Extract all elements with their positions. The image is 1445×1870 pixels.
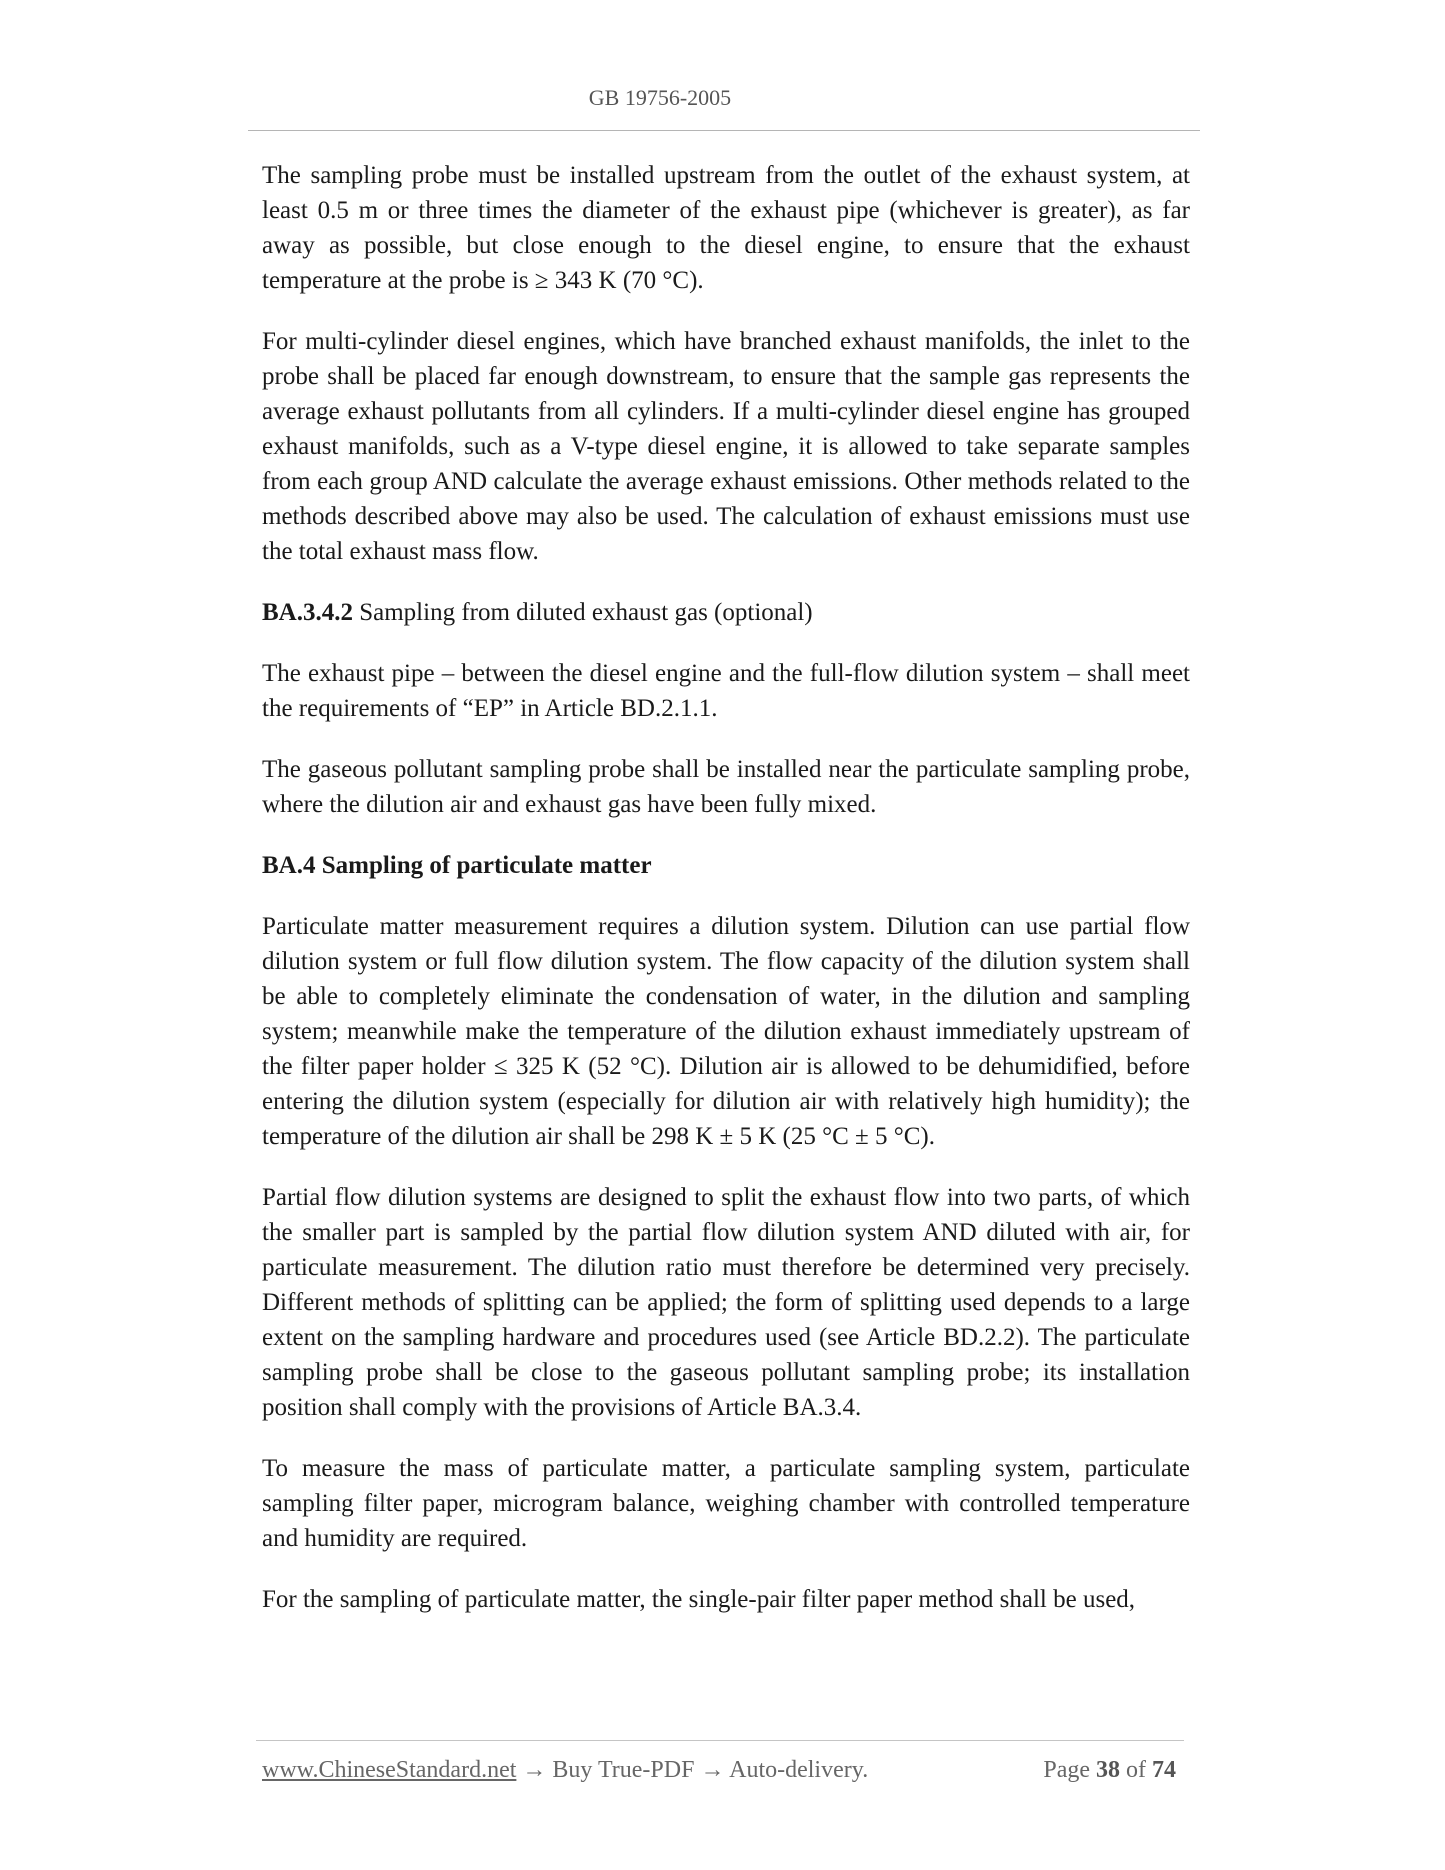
page-of: of (1126, 1757, 1146, 1783)
section-title: Sampling from diluted exhaust gas (optional) (352, 599, 813, 626)
page-number (1043, 1757, 1182, 1784)
footer-divider (256, 1740, 1184, 1741)
paragraph-exhaust-pipe: The exhaust pipe – between the diesel engine and the full-flow dilution system – shall meet the requirements of “EP” in Article BD.2.1.1. (262, 660, 1190, 722)
section-heading-ba-4: BA.4 Sampling of particulate matter (262, 852, 652, 879)
paragraph-filter-method: For the sampling of particulate matter, the single-pair filter paper method shall be used, (262, 1586, 1136, 1613)
paragraph-mass-measurement: To measure the mass of particulate matter, a particulate sampling system, particulate sampling filter paper, microgram balance, weighing chamber with controlled temperature and humidity are required. (262, 1455, 1190, 1552)
page-label: Page (1043, 1757, 1090, 1783)
header-divider (248, 130, 1200, 131)
section-heading-ba-3-4-2 (262, 595, 1190, 630)
paragraph-probe-installation: The sampling probe must be installed upstream from the outlet of the exhaust system, at least 0.5 m or three times the diameter of the exhaust pipe (whichever is greater), as far away as possible, but close enough to the diesel engine, to ensure that the exhaust temperature at the probe is ≥ 343 K (70 °C). (262, 162, 1190, 294)
section-number: BA.3.4.2 (262, 599, 353, 626)
paragraph-partial-flow: Partial flow dilution systems are designed to split the exhaust flow into two parts, of which the smaller part is sampled by the partial flow dilution system AND diluted with air, for particulate measurement. The dilution ratio must therefore be determined very precisely. Different methods of splitting can be applied; the form of splitting used depends to a large extent on the sampling hardware and procedures used (see Article BD.2.2). The particulate sampling probe shall be close to the gaseous pollutant sampling probe; its installation position shall comply with the provisions of Article BA.3.4. (262, 1184, 1190, 1421)
page-current: 38 (1096, 1757, 1120, 1783)
footer-tagline: → Buy True-PDF → Auto-delivery. (516, 1757, 869, 1783)
page-header-title: GB 19756-2005 (588, 85, 732, 110)
document-body (262, 158, 1190, 1643)
paragraph-dilution-system: Particulate matter measurement requires a dilution system. Dilution can use partial flow dilution system or full flow dilution system. The flow capacity of the dilution system shall be able to completely eliminate the condensation of water, in the dilution and sampling system; meanwhile make the temperature of the dilution exhaust immediately upstream of the filter paper holder ≤ 325 K (52 °C). Dilution air is allowed to be dehumidified, before entering the dilution system (especially for dilution air with relatively high humidity); the temperature of the dilution air shall be 298 K ± 5 K (25 °C ± 5 °C). (262, 913, 1190, 1150)
paragraph-multi-cylinder: For multi-cylinder diesel engines, which have branched exhaust manifolds, the inlet to the probe shall be placed far enough downstream, to ensure that the sample gas represents the average exhaust pollutants from all cylinders. If a multi-cylinder diesel engine has grouped exhaust manifolds, such as a V-type diesel engine, it is allowed to take separate samples from each group AND calculate the average exhaust emissions. Other methods related to the methods described above may also be used. The calculation of exhaust emissions must use the total exhaust mass flow. (262, 328, 1190, 565)
page-total: 74 (1152, 1757, 1176, 1783)
footer-promo (262, 1757, 868, 1784)
website-link[interactable]: www.ChineseStandard.net (262, 1757, 517, 1783)
paragraph-gaseous-probe: The gaseous pollutant sampling probe shall be installed near the particulate sampling probe, where the dilution air and exhaust gas have been fully mixed. (262, 756, 1190, 818)
